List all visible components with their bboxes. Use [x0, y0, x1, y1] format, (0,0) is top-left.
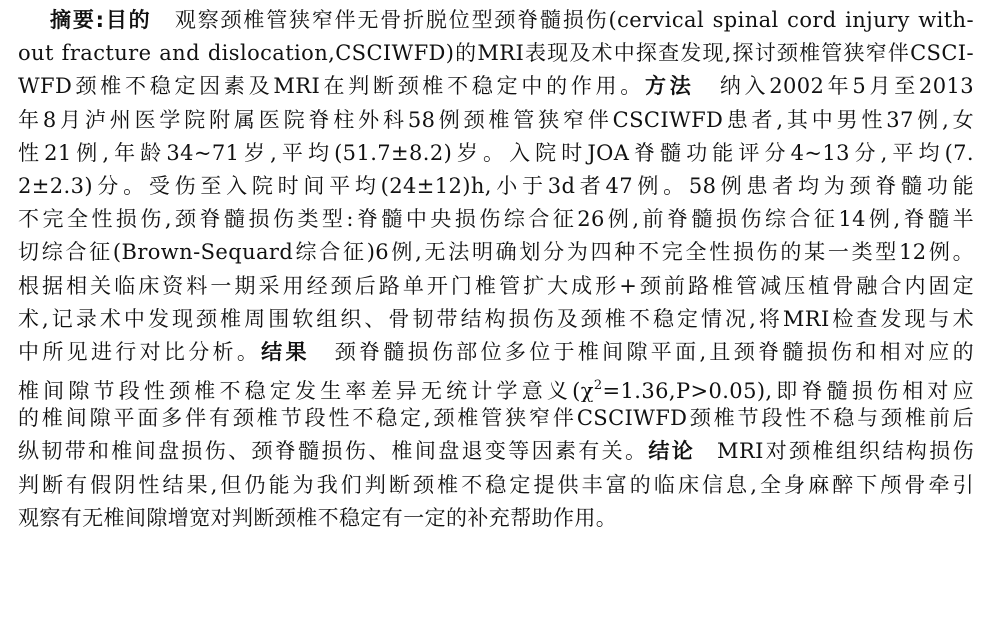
- abstract-line-5: [18, 137, 974, 170]
- abstract-text: 纵韧带和椎间盘损伤、颈脊髓损伤、椎间盘退变等因素有关。: [18, 439, 649, 464]
- abstract-line-2: [18, 37, 974, 70]
- abstract-line-9: [18, 270, 974, 303]
- abstract-line-12: [18, 369, 974, 402]
- abstract-line-11: [18, 336, 974, 369]
- abstract-text: out fracture and dislocation,CSCIWFD)的MRI表现及术中探查发现,探讨颈椎管狭窄伴CSCI-: [18, 41, 974, 66]
- abstract-text: 性21例,年龄34~71岁,平均(51.7±8.2)岁。入院时JOA脊髓功能评分4~13分,平均(7.: [18, 140, 974, 165]
- abstract-line-15: [18, 469, 974, 502]
- abstract-line-1: [18, 4, 974, 37]
- label-purpose: 目的: [104, 8, 152, 32]
- abstract-text: WFD颈椎不稳定因素及MRI在判断颈椎不稳定中的作用。: [18, 74, 646, 99]
- abstract-text: 判断有假阴性结果,但仍能为我们判断颈椎不稳定提供丰富的临床信息,全身麻醉下颅骨牵引: [18, 472, 974, 497]
- abstract-text: 不完全性损伤,颈脊髓损伤类型:脊髓中央损伤综合征26例,前脊髓损伤综合征14例,脊髓半: [18, 207, 974, 232]
- abstract-line-14: [18, 435, 974, 468]
- abstract-line-3: [18, 70, 974, 103]
- abstract-line-8: [18, 236, 974, 269]
- label-conclusion: 结论: [648, 439, 696, 464]
- abstract-line-6: [18, 170, 974, 203]
- abstract-line-13: [18, 402, 974, 435]
- abstract-text: 根据相关临床资料一期采用经颈后路单开门椎管扩大成形+颈前路椎管减压植骨融合内固定: [18, 273, 974, 298]
- abstract-line-10: [18, 303, 974, 336]
- abstract-text: 切综合征(Brown-Sequard综合征)6例,无法明确划分为四种不完全性损伤的某一类型12例。: [18, 240, 974, 265]
- abstract-text: =1.36,P>0.05),即脊髓损伤相对应: [602, 379, 974, 403]
- label-method: 方法: [645, 74, 695, 99]
- abstract-line-7: [18, 203, 974, 236]
- abstract-text: 2±2.3)分。受伤至入院时间平均(24±12)h,小于3d者47例。58例患者均为颈脊髓功能: [18, 173, 974, 198]
- label-summary: 摘要:: [50, 8, 105, 32]
- abstract-text: MRI对颈椎组织结构损伤: [717, 439, 974, 464]
- label-result: 结果: [261, 339, 310, 364]
- abstract-text: 的椎间隙平面多伴有颈椎节段性不稳定,颈椎管狭窄伴CSCIWFD颈椎节段性不稳与颈椎前后: [18, 406, 974, 431]
- abstract-text: 观察有无椎间隙增宽对判断颈椎不稳定有一定的补充帮助作用。: [18, 505, 618, 530]
- abstract-text: 纳入2002年5月至2013: [716, 74, 974, 99]
- chi-superscript: 2: [593, 378, 603, 394]
- abstract-text: 中所见进行对比分析。: [18, 339, 262, 364]
- abstract-text: 观察颈椎管狭窄伴无骨折脱位型颈脊髓损伤(cervical spinal cord injury with-: [173, 8, 974, 32]
- abstract-text: 椎间隙节段性颈椎不稳定发生率差异无统计学意义(χ: [18, 379, 594, 403]
- abstract-line-16: [18, 502, 974, 535]
- abstract-line-4: [18, 104, 974, 137]
- abstract-text: 年8月泸州医学院附属医院脊柱外科58例颈椎管狭窄伴CSCIWFD患者,其中男性37例,女: [18, 107, 974, 132]
- abstract-text: 颈脊髓损伤部位多位于椎间隙平面,且颈脊髓损伤和相对应的: [331, 339, 974, 364]
- abstract-text: 术,记录术中发现颈椎周围软组织、骨韧带结构损伤及颈椎不稳定情况,将MRI检查发现与术: [18, 306, 974, 331]
